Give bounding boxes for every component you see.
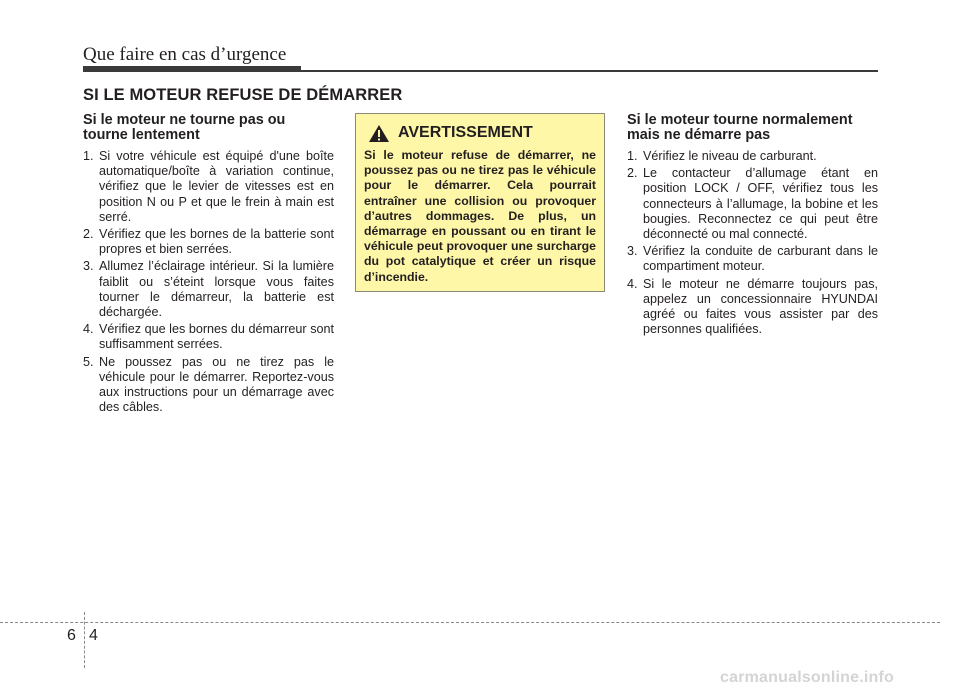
right-steps-list	[627, 149, 878, 337]
step-text: Si le moteur ne démarre toujours pas, appelez un concessionnaire HYUNDAI agréé ou faites vous assister par des personnes qualifiées.	[643, 276, 878, 337]
left-steps-list	[83, 149, 334, 415]
step-number: 2.	[627, 166, 638, 181]
list-item	[83, 322, 334, 352]
list-item	[627, 277, 878, 338]
step-text: Si votre véhicule est équipé d'une boîte automatique/boîte à variation continue, vérifiez que le levier de vitesses est en position N ou P et que le frein à main est serré.	[99, 149, 334, 224]
header-rule	[83, 70, 878, 72]
step-number: 4.	[627, 276, 638, 291]
warning-box	[355, 113, 605, 292]
warning-triangle-icon	[368, 124, 390, 143]
step-text: Le contacteur d’allumage étant en position LOCK / OFF, vérifiez tous les connecteurs à l’allumage, la bobine et les bougies. Reconnectez ce qui peut être déconnecté ou mal connecté.	[643, 166, 878, 242]
list-item	[83, 259, 334, 320]
list-item	[83, 149, 334, 225]
warning-title: AVERTISSEMENT	[398, 124, 533, 141]
list-item	[627, 166, 878, 242]
right-subheading: Si le moteur tourne normalement mais ne démarre pas	[627, 112, 853, 143]
step-text: Vérifiez la conduite de carburant dans le compartiment moteur.	[643, 244, 878, 274]
chapter-number: 6	[67, 627, 76, 644]
step-number: 5.	[83, 354, 94, 369]
list-item	[627, 244, 878, 274]
footer-divider	[84, 612, 85, 668]
left-column	[83, 113, 334, 417]
step-number: 3.	[627, 244, 638, 259]
page-number: 4	[89, 627, 98, 644]
footer-rule	[0, 622, 940, 623]
step-text: Ne poussez pas ou ne tirez pas le véhicule pour le démarrer. Reportez-vous aux instructions pour un démarrage avec des câbles.	[99, 354, 334, 415]
step-number: 4.	[83, 322, 94, 337]
step-number: 2.	[83, 227, 94, 242]
step-text: Vérifiez le niveau de carburant.	[643, 149, 817, 163]
warning-text: Si le moteur refuse de démarrer, ne poussez pas ou ne tirez pas le véhicule pour le démarrer. Cela pourrait entraîner une collision ou provoquer d’autres dommages. De plus, un démarrage en poussant ou en tirant le véhicule peut provoquer une surcharge du pot catalytique et créer un risque d’incendie.	[364, 148, 596, 284]
list-item	[83, 355, 334, 416]
list-item	[83, 227, 334, 257]
step-number: 1.	[627, 149, 638, 163]
right-column	[627, 113, 878, 339]
watermark: carmanualsonline.info	[720, 669, 895, 686]
step-number: 3.	[83, 259, 94, 274]
step-text: Allumez l’éclairage intérieur. Si la lumière faiblit ou s’éteint lorsque vous faites tourner le démarreur, la batterie est déchargée.	[99, 259, 334, 320]
step-text: Vérifiez que les bornes du démarreur sont suffisamment serrées.	[99, 322, 334, 352]
section-title: SI LE MOTEUR REFUSE DE DÉMARRER	[83, 86, 403, 104]
warning-header	[364, 122, 596, 144]
list-item	[627, 149, 878, 164]
chapter-header-title: Que faire en cas d’urgence	[83, 44, 287, 65]
step-text: Vérifiez que les bornes de la batterie sont propres et bien serrées.	[99, 227, 334, 257]
step-number: 1.	[83, 149, 94, 163]
left-subheading: Si le moteur ne tourne pas ou tourne lentement	[83, 112, 286, 143]
